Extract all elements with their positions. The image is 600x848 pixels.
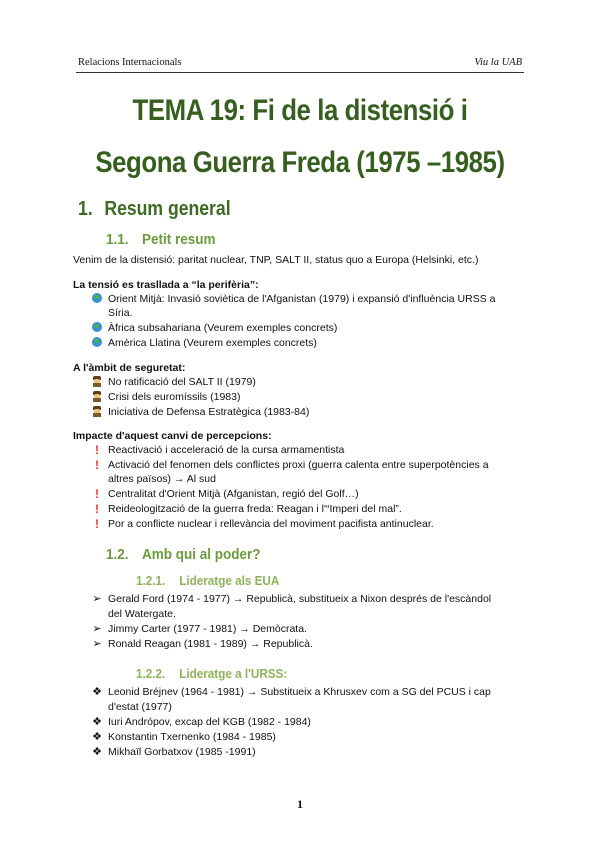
arrow-bullet-icon: ➢ xyxy=(92,593,102,605)
list-item-continuation: del Watergate. xyxy=(108,608,176,620)
subsubsection-heading-1-2-2 xyxy=(136,666,287,681)
list-item: ! Reactivació i acceleració de la cursa armamentista xyxy=(108,443,344,459)
list-item: ❖ Iuri Andrópov, excap del KGB (1982 - 1984) xyxy=(108,715,311,731)
list-item-continuation: Síria. xyxy=(108,307,133,319)
guard-icon xyxy=(90,405,104,422)
list-item: No ratificació del SALT II (1979) xyxy=(108,375,256,391)
list-item: Orient Mitjà: Invasió soviètica de l'Afganistan (1979) i expansió d'influència URSS a xyxy=(108,292,495,308)
exclamation-icon: ! xyxy=(95,517,99,531)
subsubsection-label: Lideratge a l'URSS: xyxy=(179,666,288,681)
arrow-bullet-icon: ➢ xyxy=(92,623,102,635)
globe-icon xyxy=(90,336,104,352)
list-item: Iniciativa de Defensa Estratègica (1983-84) xyxy=(108,405,309,421)
section-label: Resum general xyxy=(104,198,231,220)
list-item-continuation: d'estat (1977) xyxy=(108,701,172,713)
subsubsection-number: 1.2.1. xyxy=(136,573,166,588)
impact-heading: Impacte d'aquest canvi de percepcions: xyxy=(73,430,272,442)
subsection-heading-1-1 xyxy=(106,231,216,248)
header-source: Viu la UAB xyxy=(474,57,522,68)
exclamation-icon: ! xyxy=(95,502,99,516)
subsection-number: 1.1. xyxy=(106,231,129,248)
page-number: 1 xyxy=(297,797,303,811)
list-item: ❖ Leonid Bréjnev (1964 - 1981) → Substitueix a Khrusxev com a SG del PCUS i cap xyxy=(108,685,491,701)
exclamation-icon: ! xyxy=(95,443,99,457)
diamond-bullet-icon: ❖ xyxy=(92,716,102,728)
section-number: 1. xyxy=(78,198,93,220)
list-item: ❖ Konstantin Txernenko (1984 - 1985) xyxy=(108,730,276,746)
page-title-line2: Segona Guerra Freda (1975 –1985) xyxy=(95,146,505,179)
subsubsection-heading-1-2-1 xyxy=(136,573,279,588)
diamond-bullet-icon: ❖ xyxy=(92,746,102,758)
list-item-continuation: altres països) → Al sud xyxy=(108,473,216,485)
list-item: Amèrica Llatina (Veurem exemples concrets) xyxy=(108,336,317,352)
periphery-heading: La tensió es trasllada a “la perifèria”: xyxy=(73,279,259,291)
subsection-heading-1-2 xyxy=(106,546,261,563)
diamond-bullet-icon: ❖ xyxy=(92,731,102,743)
list-item: ! Centralitat d'Orient Mitjà (Afganistan, regió del Golf…) xyxy=(108,487,359,503)
subsubsection-number: 1.2.2. xyxy=(136,666,166,681)
list-item: ➢ Jimmy Carter (1977 - 1981) → Demòcrata. xyxy=(108,622,307,638)
list-item: ➢ Gerald Ford (1974 - 1977) → Republicà, substitueix a Nixon després de l'escàndol xyxy=(108,592,491,608)
arrow-bullet-icon: ➢ xyxy=(92,638,102,650)
list-item: Crisi dels euromíssils (1983) xyxy=(108,390,240,406)
section-heading-1 xyxy=(78,198,231,221)
list-item: ➢ Ronald Reagan (1981 - 1989) → Republicà. xyxy=(108,637,313,653)
page-header xyxy=(76,56,524,73)
subsection-number: 1.2. xyxy=(106,546,129,563)
subsection-label: Petit resum xyxy=(142,231,216,248)
list-item: Àfrica subsahariana (Veurem exemples concrets) xyxy=(108,321,337,337)
intro-text: Venim de la distensió: paritat nuclear, TNP, SALT II, status quo a Europa (Helsinki, etc.) xyxy=(73,254,479,266)
list-item: ❖ Mikhaïl Gorbatxov (1985 -1991) xyxy=(108,745,256,761)
list-item: ! Activació del fenomen dels conflictes proxi (guerra calenta entre superpotències a xyxy=(108,458,489,474)
list-item: ! Reideologització de la guerra freda: Reagan i l'“Imperi del mal”. xyxy=(108,502,402,518)
page-title-line1: TEMA 19: Fi de la distensió i xyxy=(132,94,468,127)
subsection-label: Amb qui al poder? xyxy=(142,546,261,563)
exclamation-icon: ! xyxy=(95,487,99,501)
security-heading: A l'àmbit de seguretat: xyxy=(73,362,186,374)
diamond-bullet-icon: ❖ xyxy=(92,686,102,698)
subsubsection-label: Lideratge als EUA xyxy=(179,573,280,588)
header-course: Relacions Internacionals xyxy=(78,57,182,68)
list-item: ! Por a conflicte nuclear i rellevància del moviment pacifista antinuclear. xyxy=(108,517,434,533)
exclamation-icon: ! xyxy=(95,458,99,472)
globe-icon xyxy=(90,321,104,337)
globe-icon xyxy=(90,292,104,308)
